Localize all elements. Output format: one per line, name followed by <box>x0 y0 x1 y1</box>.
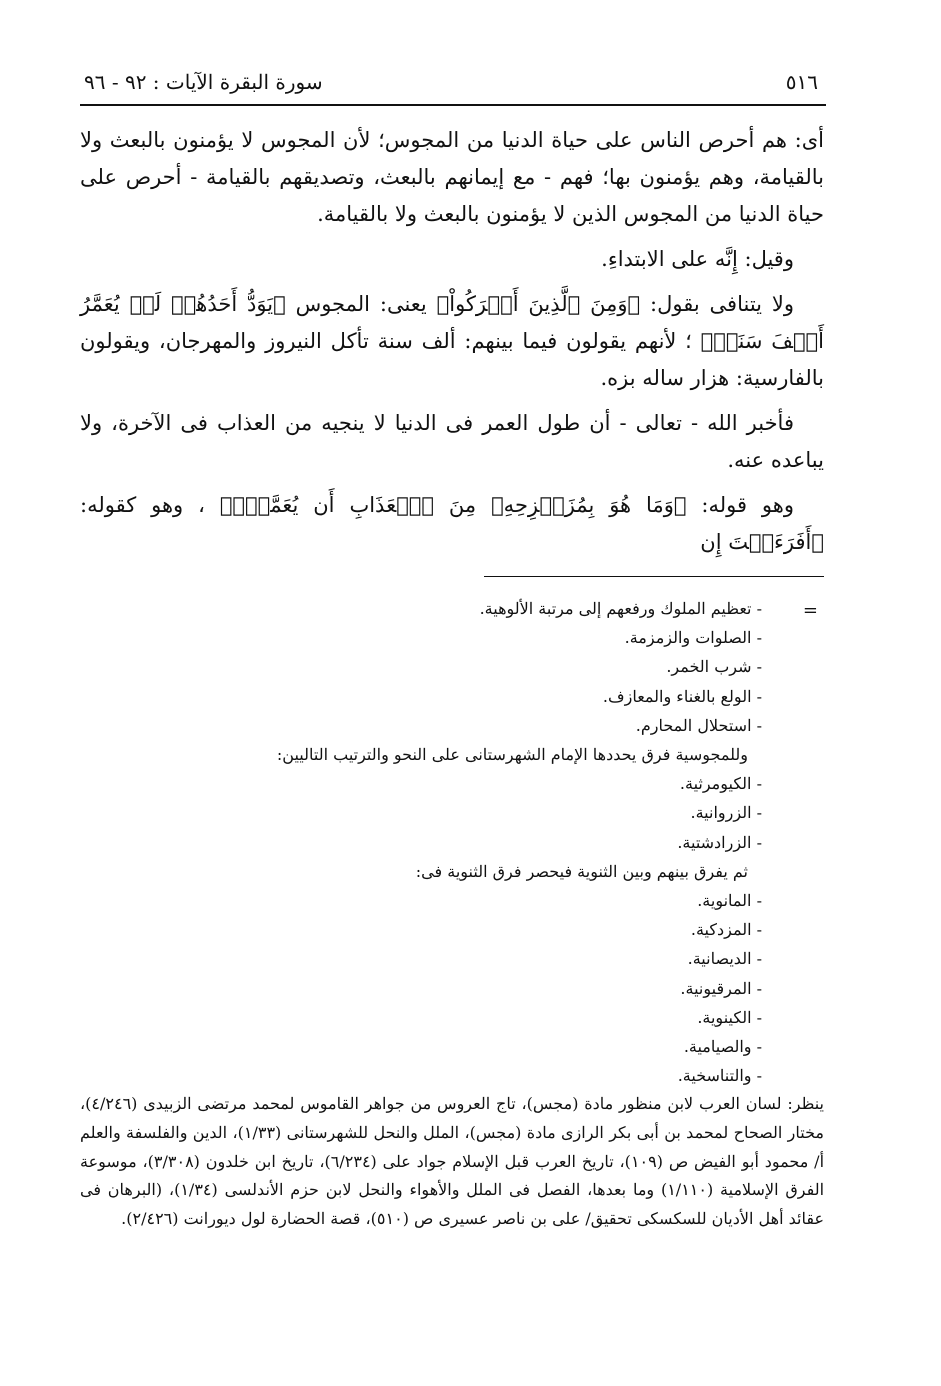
list-item: - استحلال المحارم. <box>635 715 762 735</box>
footnotes <box>80 594 824 1233</box>
list-item: - والتناسخية. <box>677 1066 762 1086</box>
footnote-separator <box>484 576 824 577</box>
header-rule <box>80 104 826 106</box>
quran-verse-1: ﴿وَمِنَ ٱلَّذِينَ أَشۡرَكُواْ﴾ <box>436 292 641 316</box>
list-item: - الديصانية. <box>687 949 762 969</box>
sects-intro: وللمجوسية فرق يحددها الإمام الشهرستانى على النحو والترتيب التاليين: <box>276 745 748 765</box>
list-item: - الكينوية. <box>697 1007 762 1027</box>
paragraph-3-text-c: ؛ لأنهم يقولون فيما بينهم: ألف سنة تأكل النيروز والمهرجان، ويقولون بالفارسية: هزار ساله بزه. <box>80 329 824 390</box>
paragraph-3-text-a: ولا يتنافى بقول: <box>640 292 794 316</box>
quran-verse-3: ﴿وَمَا هُوَ بِمُزَحۡزِحِهِۦ مِنَ ٱلۡعَذَابِ أَن يُعَمَّرَۗ﴾ <box>219 493 687 517</box>
dualist-intro: ثم يفرق بينهم وبين الثنوية فيحصر فرق الثنوية فى: <box>415 861 748 881</box>
paragraph-4: فأخبر الله - تعالى - أن طول العمر فى الدنيا لا ينجيه من العذاب فى الآخرة، ولا يباعده عنه. <box>80 411 824 472</box>
list-item: - الزرادشتية. <box>677 832 762 852</box>
paragraph-3-text-b: يعنى: المجوس <box>285 292 437 316</box>
page-header <box>80 66 824 98</box>
list-item: - الزروانية. <box>690 803 762 823</box>
paragraph-5-text-b: ، وهو كقوله: <box>80 493 220 517</box>
quran-verse-2: ﴿يَوَدُّ أَحَدُهُمۡ لَوۡ يُعَمَّرُ أَلۡفَ سَنَةٖ﴾ <box>80 292 824 353</box>
paragraph-5 <box>80 487 824 561</box>
list-item: - المزدكية. <box>690 920 762 940</box>
list-item: - الصلوات والزمزمة. <box>624 628 762 648</box>
list-item: - المانوية. <box>697 891 762 911</box>
main-text <box>80 122 824 569</box>
footnote-references: ينظر: لسان العرب لابن منظور مادة (مجس)، تاج العروس من جواهر القاموس لمحمد مرتضى الزبيدى (٤/٢٤٦)، مختار الصحاح لمحمد بن أبى بكر الرازى مادة (مجس)، الملل والنحل للشهرستانى (١/٣٣)، الدين والفلسفة والعلم أ/ محمود أبو الفيض ص (١٠٩)، تاريخ العرب قبل الإسلام جواد على (٦/٢٣٤)، تاريخ ابن خلدون (٣/٣٠٨)، موسوعة الفرق الإسلامية (١/١١٠) وما بعدها، الفصل فى الملل والأهواء والنحل لابن حزم الأندلسى (١/٣٤)، (البرهان فى عقائد أهل الأديان للسكسكى تحقيق/ على بن ناصر عسيرى ص (٥١٠)، قصة الحضارة لول ديورانت (٢/٤٢٦). <box>80 1094 825 1228</box>
list-item: - الكيومرثية. <box>679 774 762 794</box>
quran-verse-4: ﴿أَفَرَءَيۡتَ إِن <box>700 530 824 554</box>
paragraph-2: وقيل: إِنَّه على الابتداءِ. <box>601 247 794 271</box>
footnote-continuation-mark: = <box>802 600 818 621</box>
paragraph-3 <box>80 286 824 397</box>
footnote-list <box>80 594 824 1090</box>
list-item: - تعظيم الملوك ورفعهم إلى مرتبة الألوهية. <box>479 599 762 618</box>
list-item: - شرب الخمر. <box>666 657 762 677</box>
paragraph-1: أى: هم أحرص الناس على حياة الدنيا من المجوس؛ لأن المجوس لا يؤمنون بالبعث ولا بالقيامة، وهم يؤمنون بها؛ فهم - مع إيمانهم بالبعث، وتصديقهم بالقيامة - أحرص على حياة الدنيا من المجوس الذين لا يؤمنون بالبعث ولا بالقيامة. <box>80 128 824 226</box>
running-title: سورة البقرة الآيات : ٩٢ - ٩٦ <box>84 70 323 94</box>
list-item: - الولع بالغناء والمعازف. <box>602 686 762 706</box>
paragraph-5-text-a: وهو قوله: <box>686 493 794 517</box>
page-number: ٥١٦ <box>785 70 818 94</box>
list-item: - والصيامية. <box>683 1037 762 1057</box>
list-item: - المرقيونية. <box>680 978 762 998</box>
